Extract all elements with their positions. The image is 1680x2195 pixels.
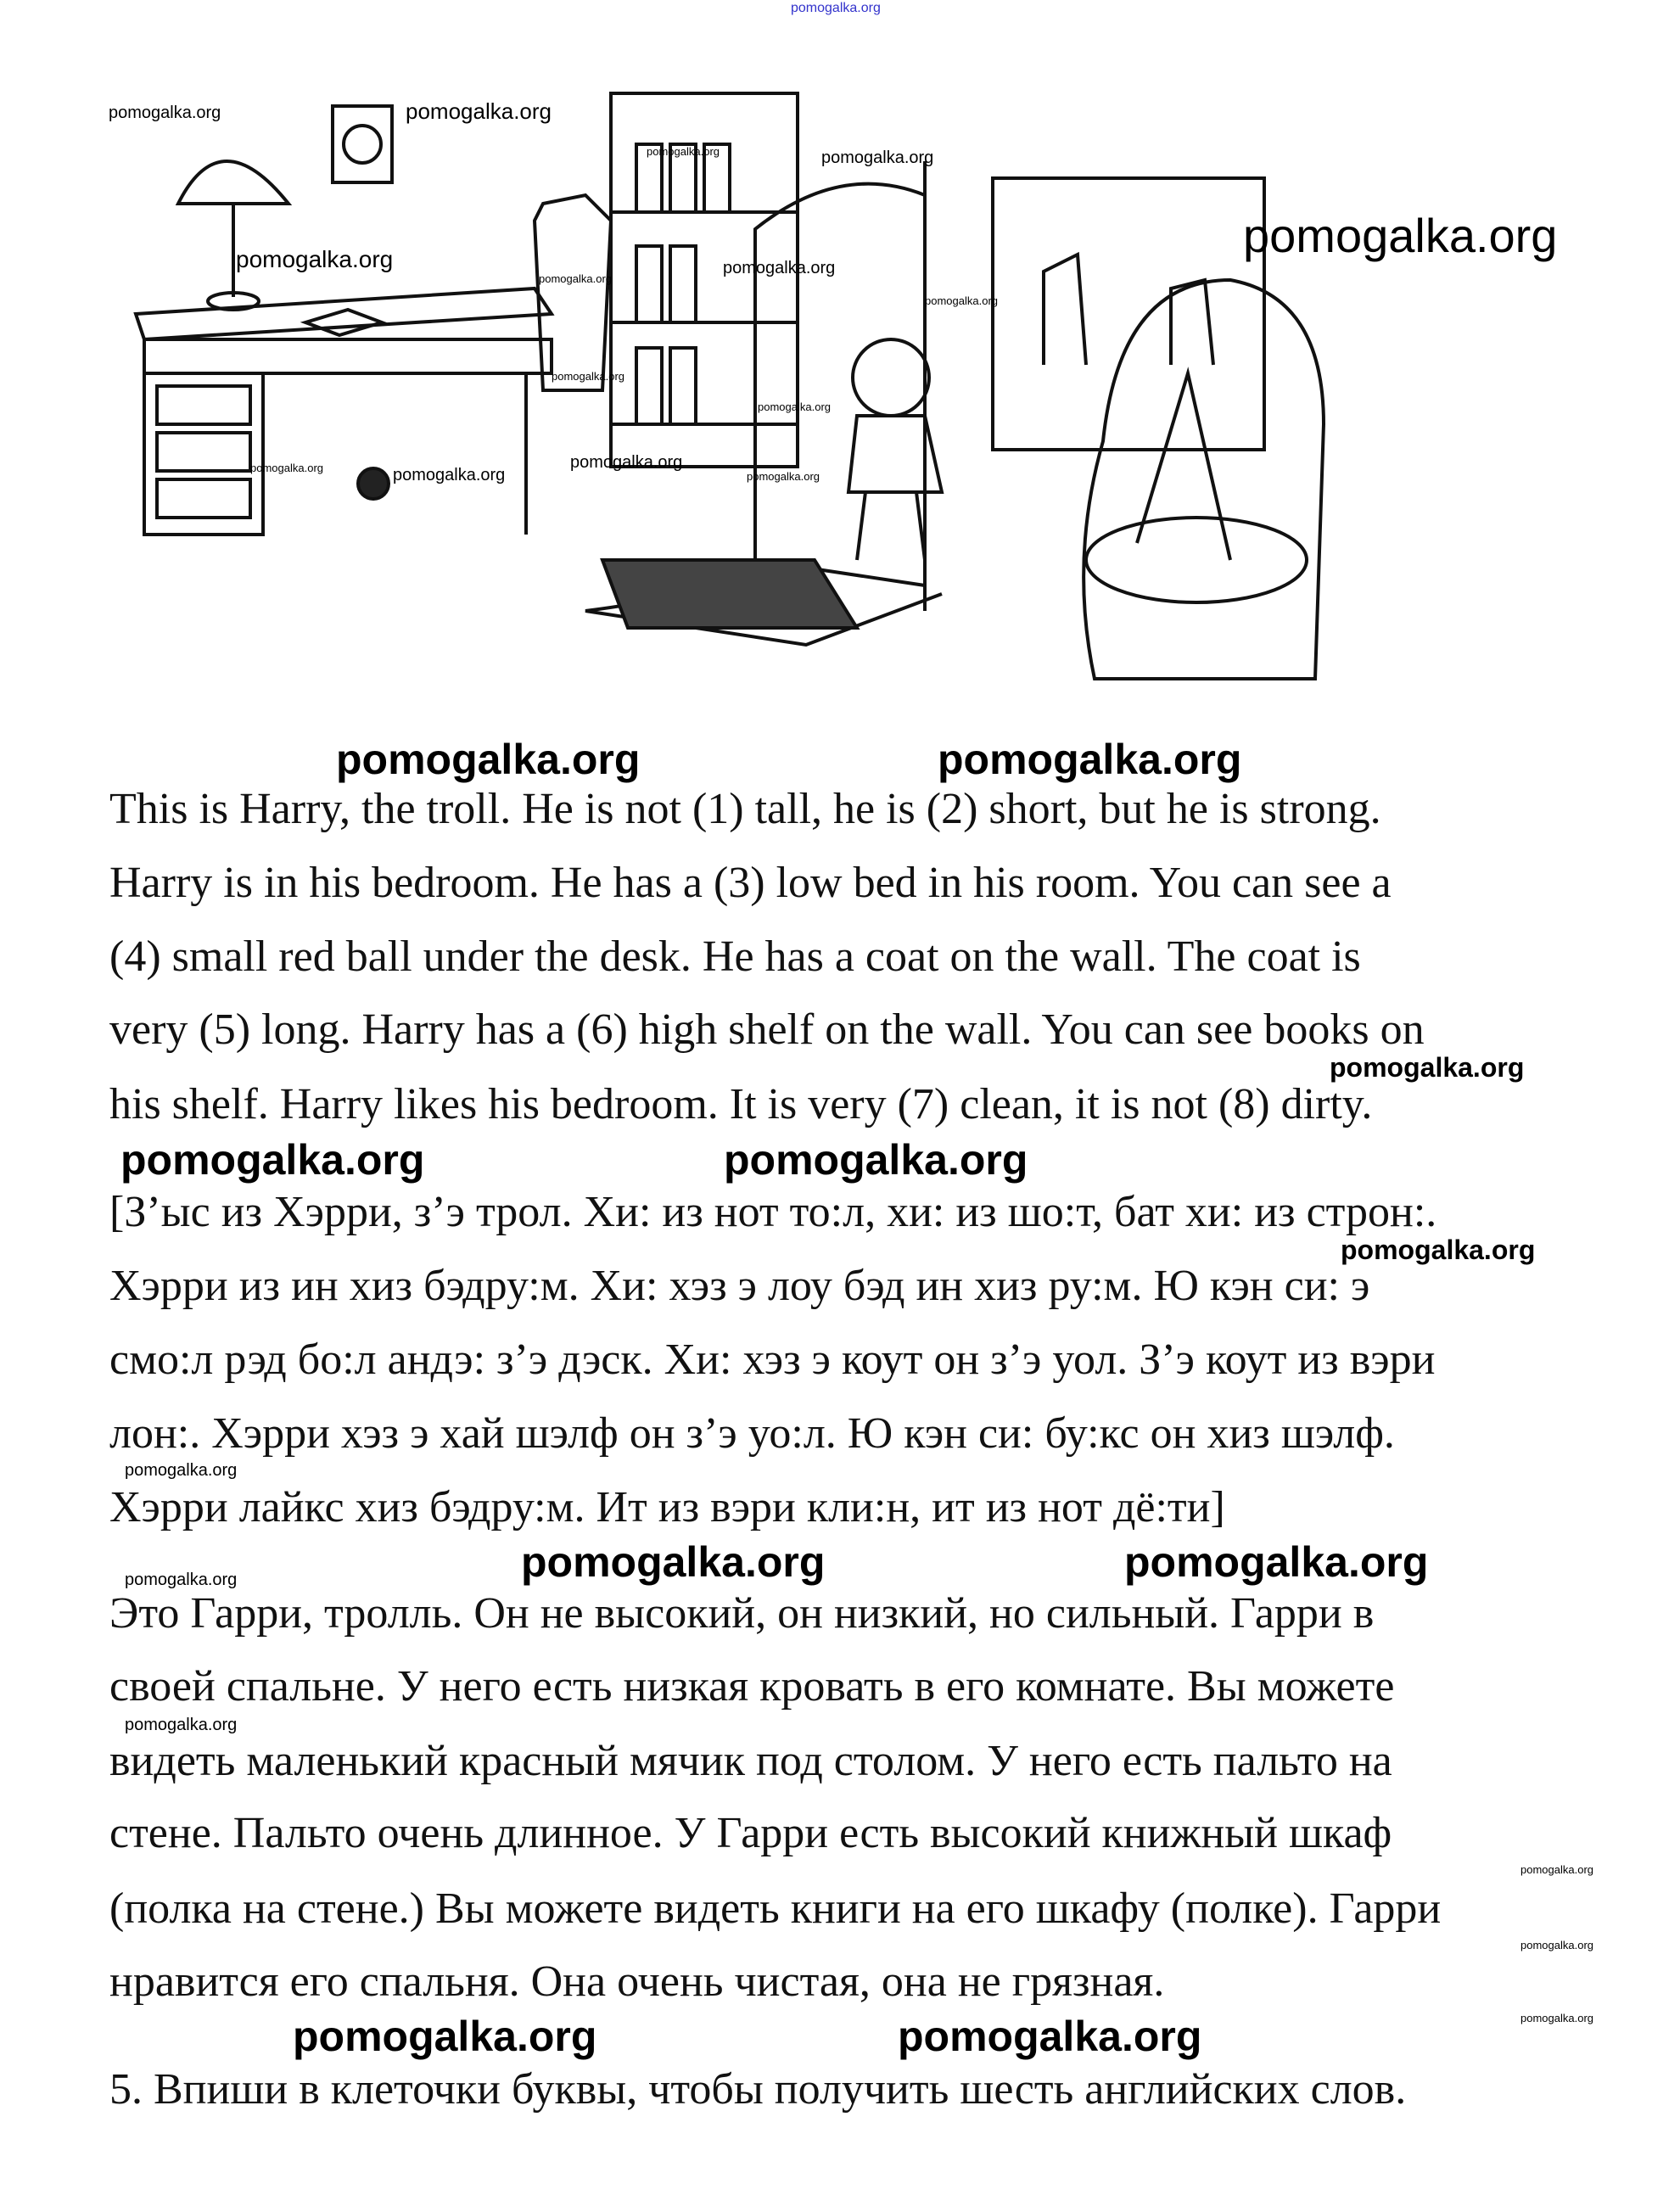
watermark: pomogalka.org	[1330, 1052, 1525, 1083]
watermark: pomogalka.org	[570, 453, 683, 472]
translation-line: (полка на стене.) Вы можете видеть книги на его шкафу (полке). Гарри	[109, 1884, 1442, 1933]
watermark: pomogalka.org	[109, 104, 221, 122]
english-line: Harry is in his bedroom. He has a (3) low bed in his room. You can see a	[109, 859, 1392, 907]
watermark: pomogalka.org	[647, 145, 720, 158]
english-line: (4) small red ball under the desk. He has a coat on the wall. The coat is	[109, 932, 1361, 981]
transcription-line: лон:. Хэрри хэз э хай шэлф он з’э уо:л. Ю кэн си: бу:кс он хиз шэлф.	[109, 1409, 1395, 1458]
watermark: pomogalka.org	[821, 148, 934, 167]
watermark: pomogalka.org	[125, 1571, 238, 1589]
watermark: pomogalka.org	[1520, 1863, 1593, 1876]
watermark: pomogalka.org	[1341, 1235, 1536, 1265]
coat	[535, 195, 611, 390]
transcription-line: Хэрри лайкс хиз бэдру:м. Ит из вэри кли:н, ит из нот дё:ти]	[109, 1483, 1225, 1531]
picture-frame	[333, 106, 392, 182]
watermark: pomogalka.org	[747, 470, 820, 483]
watermark: pomogalka.org	[898, 2013, 1202, 2060]
armchair	[1084, 280, 1324, 679]
english-line: This is Harry, the troll. He is not (1) tall, he is (2) short, but he is strong.	[109, 785, 1381, 833]
watermark: pomogalka.org	[250, 462, 323, 474]
watermark: pomogalka.org	[552, 370, 624, 383]
watermark: pomogalka.org	[236, 246, 394, 272]
translation-line: видеть маленький красный мячик под столом. У него есть пальто на	[109, 1737, 1392, 1785]
troll	[848, 339, 942, 560]
watermark: pomogalka.org	[1124, 1538, 1429, 1586]
watermark: pomogalka.org	[925, 294, 998, 307]
translation-line: стене. Пальто очень длинное. У Гарри есть высокий книжный шкаф	[109, 1809, 1392, 1857]
watermark: pomogalka.org	[393, 466, 506, 484]
watermark: pomogalka.org	[539, 272, 612, 285]
translation-line: своей спальне. У него есть низкая кровать в его комнате. Вы можете	[109, 1662, 1395, 1711]
watermark: pomogalka.org	[120, 1136, 425, 1184]
next-task-heading: 5. Впиши в клеточки буквы, чтобы получить шесть английских слов.	[109, 2065, 1407, 2114]
watermark: pomogalka.org	[125, 1716, 238, 1734]
ball	[358, 468, 389, 499]
translation-line: Это Гарри, тролль. Он не высокий, он низкий, но сильный. Гарри в	[109, 1589, 1375, 1638]
watermark: pomogalka.org	[723, 259, 836, 277]
transcription-line: [З’ыс из Хэрри, з’э трол. Хи: из нот то:л, хи: из шо:т, бат хи: из строн:.	[109, 1188, 1437, 1236]
watermark: pomogalka.org	[336, 736, 641, 783]
window-painting	[993, 178, 1264, 450]
english-line: very (5) long. Harry has a (6) high shelf on the wall. You can see books on	[109, 1005, 1425, 1054]
lamp	[178, 161, 288, 310]
translation-line: нравится его спальня. Она очень чистая, она не грязная.	[109, 1957, 1165, 2006]
watermark: pomogalka.org	[1520, 2012, 1593, 2024]
watermark: pomogalka.org	[724, 1136, 1028, 1184]
watermark: pomogalka.org	[1243, 209, 1558, 262]
watermark: pomogalka.org	[125, 1461, 238, 1480]
watermark: pomogalka.org	[406, 98, 552, 124]
english-line: his shelf. Harry likes his bedroom. It is very (7) clean, it is not (8) dirty.	[109, 1080, 1373, 1128]
transcription-line: Хэрри из ин хиз бэдру:м. Хи: хэз э лоу бэд ин хиз ру:м. Ю кэн си: э	[109, 1262, 1370, 1310]
watermark: pomogalka.org	[293, 2013, 597, 2060]
transcription-line: смо:л рэд бо:л андэ: з’э дэск. Хи: хэз э коут он з’э уол. З’э коут из вэри	[109, 1335, 1436, 1384]
watermark: pomogalka.org	[1520, 1939, 1593, 1951]
desk	[136, 288, 552, 535]
rug	[602, 560, 857, 628]
watermark: pomogalka.org	[758, 400, 831, 413]
watermark: pomogalka.org	[521, 1538, 826, 1586]
watermark: pomogalka.org	[938, 736, 1242, 783]
header-watermark[interactable]: pomogalka.org	[791, 1, 881, 15]
